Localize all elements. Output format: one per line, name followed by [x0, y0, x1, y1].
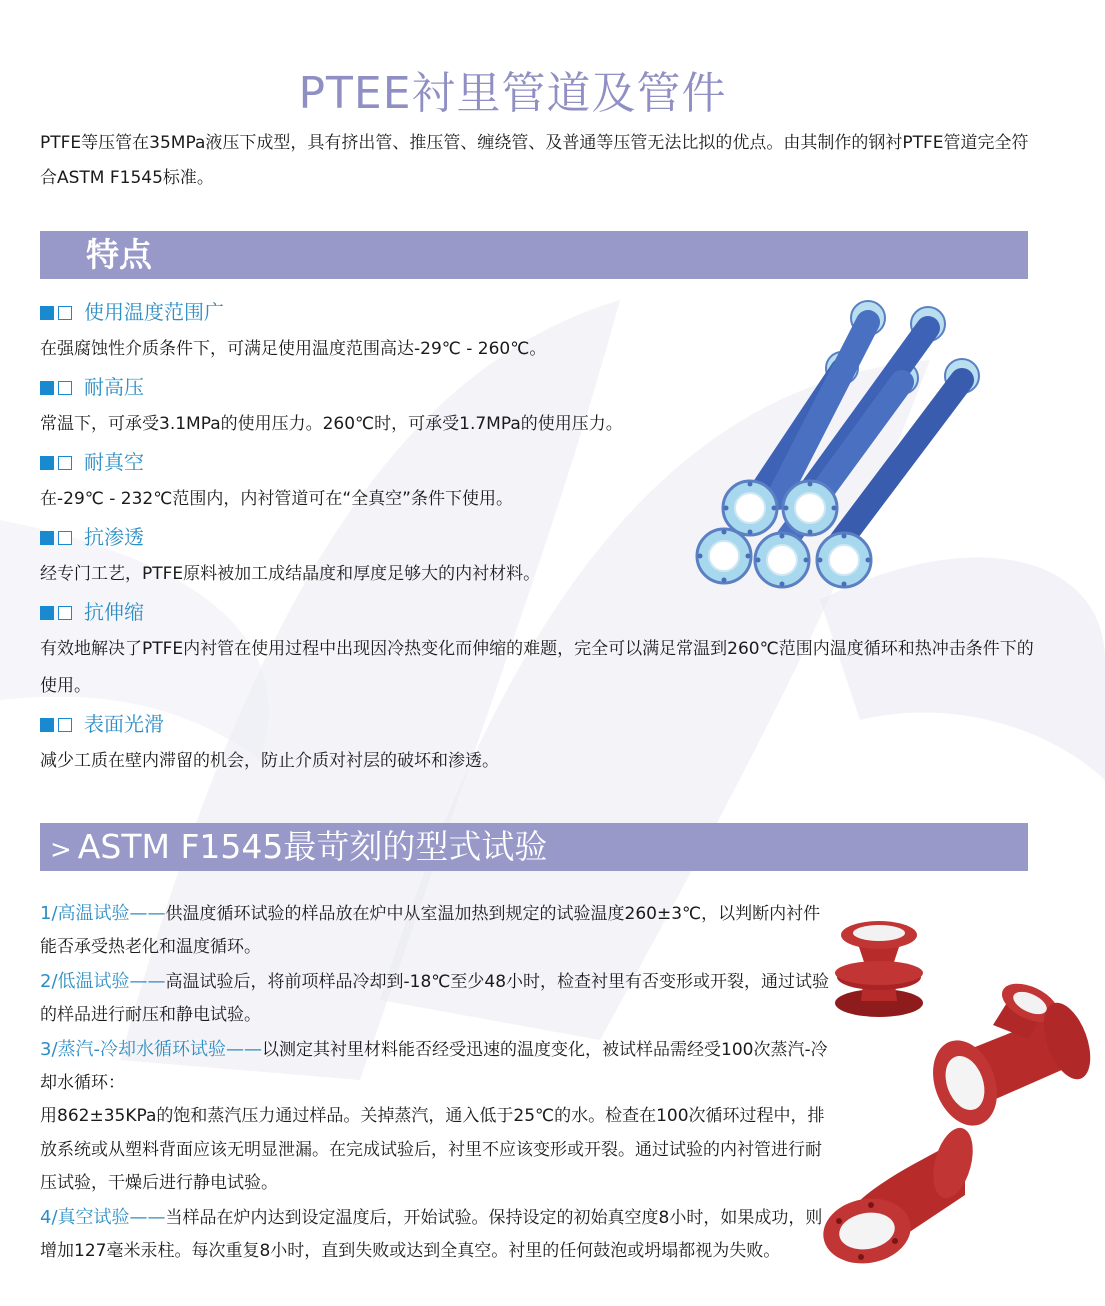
- features-section-title: 特点: [86, 235, 152, 274]
- intro-paragraph: PTFE等压管在35MPa液压下成型，具有挤出管、推压管、缠绕管、及普通等压管无法比拟的优点。由其制作的钢衬PTFE管道完全符合ASTM F1545标准。: [40, 133, 1029, 188]
- feature-heading: [40, 449, 144, 475]
- feature-heading: [40, 599, 144, 625]
- feature-heading: [40, 711, 164, 737]
- lined-fittings-illustration: [815, 905, 1095, 1300]
- bullet-square-icon: [40, 531, 54, 545]
- test-description: 高温试验后，将前项样品冷却到-18℃至少48小时，检查衬里有否变形或开裂，通过试验的样品进行耐压和静电试验。: [40, 971, 830, 1026]
- feature-heading-label: 表面光滑: [84, 712, 164, 736]
- test-label: 2/低温试验——: [40, 970, 166, 992]
- bullet-square-outline-icon: [58, 456, 72, 470]
- chevron-right-icon: >: [50, 835, 72, 865]
- features-section-header: [40, 231, 1028, 279]
- test-label: 3/蒸汽-冷却水循环试验——: [40, 1038, 263, 1060]
- bullet-square-icon: [40, 381, 54, 395]
- feature-description: 在-29℃ - 232℃范围内，内衬管道可在“全真空”条件下使用。: [40, 489, 513, 509]
- feature-heading: [40, 374, 144, 400]
- elbow-fitting: [818, 1124, 980, 1271]
- feature-description: 在强腐蚀性介质条件下，可满足使用温度范围高达-29℃ - 260℃。: [40, 339, 547, 359]
- bullet-square-outline-icon: [58, 606, 72, 620]
- bullet-square-outline-icon: [58, 718, 72, 732]
- bullet-square-icon: [40, 456, 54, 470]
- bullet-square-icon: [40, 606, 54, 620]
- feature-description: 有效地解决了PTFE内衬管在使用过程中出现因冷热变化而伸缩的难题，完全可以满足常温到260℃范围内温度循环和热冲击条件下的使用。: [40, 639, 1034, 696]
- reducer-fitting: [835, 921, 923, 1017]
- test-item: [40, 1201, 830, 1269]
- test-item: [40, 965, 830, 1033]
- tests-section-title: ASTM F1545最苛刻的型式试验: [77, 827, 548, 866]
- test-detail: 用862±35KPa的饱和蒸汽压力通过样品。关掉蒸汽，通入低于25℃的水。检查在100次循环过程中，排放系统或从塑料背面应该无明显泄漏。在完成试验后，衬里不应该变形或开裂。通过试验的内衬管进行耐压试验，干燥后进行静电试验。: [40, 1106, 825, 1194]
- tests-list: [40, 897, 830, 1268]
- tests-section-header: [40, 823, 1028, 871]
- test-label: 4/真空试验——: [40, 1206, 166, 1228]
- bullet-square-outline-icon: [58, 381, 72, 395]
- feature-description: 经专门工艺，PTFE原料被加工成结晶度和厚度足够大的内衬材料。: [40, 564, 541, 584]
- test-description: 供温度循环试验的样品放在炉中从室温加热到规定的试验温度260±3℃，以判断内衬件能否承受热老化和温度循环。: [40, 904, 821, 958]
- test-description: 以测定其衬里材料能否经受迅速的温度变化，被试样品需经受100次蒸汽-冷却水循环：: [40, 1039, 828, 1094]
- feature-description: 常温下，可承受3.1MPa的使用压力。260℃时，可承受1.7MPa的使用压力。: [40, 414, 623, 434]
- lined-pipes-illustration: [692, 298, 1004, 590]
- page-title: PTEE衬里管道及管件: [298, 68, 727, 120]
- feature-heading-label: 抗伸缩: [84, 600, 144, 624]
- feature-heading: [40, 299, 224, 325]
- feature-heading-label: 使用温度范围广: [84, 300, 224, 324]
- test-item: [40, 1033, 830, 1101]
- feature-heading: [40, 524, 144, 550]
- feature-heading-label: 抗渗透: [84, 525, 144, 549]
- test-label: 1/高温试验——: [40, 903, 166, 924]
- bullet-square-icon: [40, 306, 54, 320]
- bullet-square-outline-icon: [58, 531, 72, 545]
- test-item: [40, 897, 830, 965]
- feature-heading-label: 耐高压: [84, 375, 144, 399]
- bullet-square-icon: [40, 718, 54, 732]
- test-description: 当样品在炉内达到设定温度后，开始试验。保持设定的初始真空度8小时，如果成功，则增加127毫米汞柱。每次重复8小时，直到失败或达到全真空。衬里的任何鼓泡或坍塌都视为失败。: [40, 1207, 823, 1262]
- bullet-square-outline-icon: [58, 306, 72, 320]
- feature-heading-label: 耐真空: [84, 450, 144, 474]
- feature-description: 减少工质在壁内滞留的机会，防止介质对衬层的破坏和渗透。: [40, 751, 499, 771]
- tee-fitting: [922, 976, 1095, 1135]
